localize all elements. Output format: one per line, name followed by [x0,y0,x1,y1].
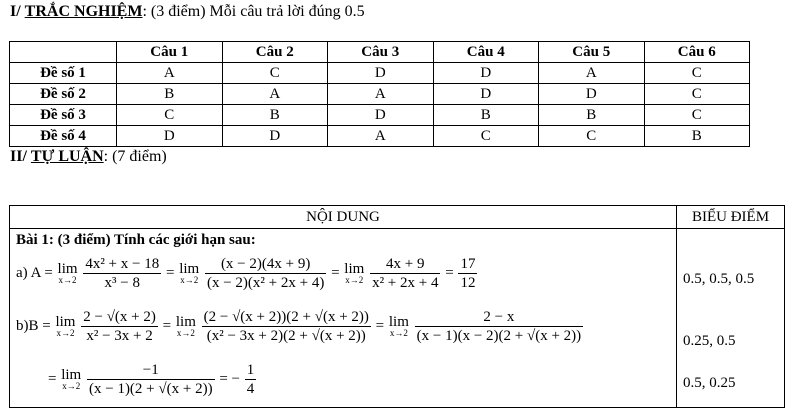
limit-operator: lim x→2 [175,314,196,338]
answer-cell: A [539,63,645,84]
row-label: Đề số 4 [10,126,117,147]
limit-operator: lim x→2 [57,261,78,285]
score-part-b-2: 0.5, 0.25 [683,375,736,391]
part1-roman: I/ [10,3,21,20]
answer-cell: B [539,105,645,126]
answer-header-cell: Câu 2 [222,42,328,63]
answer-cell: D [433,63,539,84]
part-b-equation: b)B = lim x→2 $\frac{2 - √(x + 2)}{\text{x² − 3x + 2}}$ = lim x→2 $\frac{(2 - √(x + 2))(2 + √(x + 2))}{\text{(x² − 3x + 2)(2 + √(x + 2))}}$ = lim x→2 $\frac{2 - x}{(x - 1)(x - 2)(2 + √(x + 2))}$ [16,309,582,344]
answer-cell: D [539,84,645,105]
part2-rest: : (7 điểm) [103,148,167,165]
fraction: $\frac{-1}{(x - 1)(2 + √(x + 2))}$ [88,362,213,397]
answer-table [9,41,750,147]
answer-cell: D [328,63,434,84]
fraction: $\frac{\text{4x² + x − 18}}{\text{x³ − 8}}$ [85,256,160,291]
score-cell [677,229,785,408]
answer-header-cell: Câu 6 [644,42,750,63]
part-b-equation-continued: = lim x→2 $\frac{-1}{(x - 1)(2 + √(x + 2))}$ = − $\frac{1}{4}$ [48,362,255,397]
answer-cell: A [222,84,328,105]
answer-cell: D [222,126,328,147]
problem-title: Bài 1: (3 điểm) Tính các giới hạn sau: [16,232,256,248]
answer-header-cell: Câu 4 [433,42,539,63]
part1-title: TRẮC NGHIỆM [24,3,143,20]
answer-cell: C [433,126,539,147]
part2-heading [10,148,167,166]
answer-cell: C [644,105,750,126]
row-label: Đề số 2 [10,84,117,105]
answer-cell: B [644,126,750,147]
answer-header-cell: Câu 5 [539,42,645,63]
table-row [10,63,750,84]
answer-cell: C [539,126,645,147]
answer-header-cell [10,42,117,63]
answer-cell: D [328,105,434,126]
part-a-label: a) A = [16,265,53,281]
table-row [10,105,750,126]
score-column-header: BIỂU ĐIỂM [677,206,785,229]
answer-cell: A [328,126,434,147]
fraction: $\frac{(x - 2)(4x + 9)}{\text{(x − 2)(x² + 2x + 4)}}$ [206,256,325,291]
fraction: $\frac{2 - √(x + 2)}{\text{x² − 3x + 2}}$ [83,309,156,344]
table-row [10,126,750,147]
part2-roman: II/ [10,148,27,165]
content-column-header: NỘI DUNG [10,206,677,229]
answer-table-header [10,42,750,63]
answer-header-cell: Câu 3 [328,42,434,63]
answer-cell: B [222,105,328,126]
answer-cell: A [117,63,223,84]
answer-cell: B [117,84,223,105]
limit-operator: lim x→2 [179,261,200,285]
limit-operator: lim x→2 [344,261,365,285]
answer-cell: C [644,63,750,84]
solution-table [9,205,785,408]
content-cell [10,229,677,408]
fraction: $\frac{(2 - √(x + 2))(2 + √(x + 2))}{\text{(x² − 3x + 2)(2 + √(x + 2))}}$ [203,309,369,344]
answer-cell: D [433,84,539,105]
fraction: $\frac{4x + 9}{\text{x² + 2x + 4}}$ [372,256,439,291]
score-part-a: 0.5, 0.5, 0.5 [683,271,755,287]
limit-operator: lim x→2 [55,314,76,338]
answer-cell: C [117,105,223,126]
answer-cell: C [644,84,750,105]
result-fraction: $\frac{1}{4}$ [246,362,255,397]
answer-header-cell: Câu 1 [117,42,223,63]
answer-cell: A [328,84,434,105]
answer-cell: C [222,63,328,84]
part-b-label: b)B = [16,318,51,334]
score-part-b-1: 0.25, 0.5 [683,333,736,349]
row-label: Đề số 3 [10,105,117,126]
result-fraction: $\frac{17}{12}$ [460,256,476,291]
limit-operator: lim x→2 [61,367,82,391]
answer-cell: D [117,126,223,147]
part2-title: TỰ LUẬN [30,148,104,165]
limit-operator: lim x→2 [388,314,409,338]
row-label: Đề số 1 [10,63,117,84]
table-row [10,84,750,105]
part1-rest: : (3 điểm) Mỗi câu trả lời đúng 0.5 [142,3,365,20]
fraction: $\frac{2 - x}{(x - 1)(x - 2)(2 + √(x + 2))}$ [416,309,582,344]
part1-heading [10,3,365,21]
part-a-equation: a) A = lim x→2 $\frac{\text{4x² + x − 18}}{\text{x³ − 8}}$ = lim x→2 $\frac{(x - 2)(4x + 9)}{\text{(x − 2)(x² + 2x + 4)}}$ = lim x→2 $\frac{4x + 9}{\text{x² + 2x + 4}}$ = $\frac{17}{12}$ [16,256,476,291]
answer-cell: B [433,105,539,126]
